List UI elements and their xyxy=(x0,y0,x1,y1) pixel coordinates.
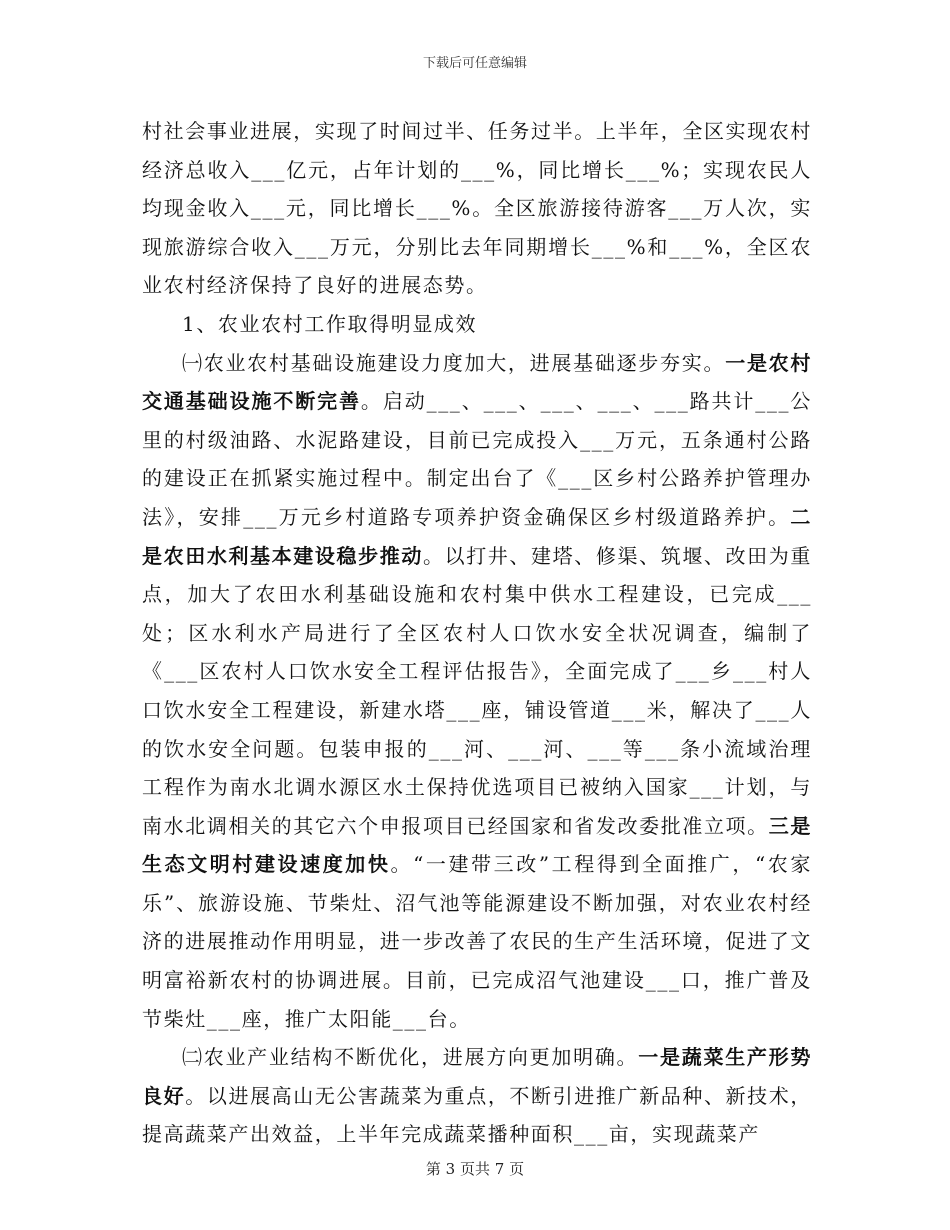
highlight-irrigation: 二是农田水利基本建设稳步推动 xyxy=(142,504,812,568)
highlight-transport: 一是农村交通基础设施不断完善 xyxy=(142,350,813,414)
paragraph-1: 村社会事业进展，实现了时间过半、任务过半。上半年，全区实现农村经济总收入___亿元，占年计划的___%，同比增长___%；实现农民人均现金收入___元，同比增长___%。全区旅游接待游客___万人次，实现旅游综合收入___万元，分别比去年同期增长___%和___%，全区农业农村经济保持了良好的进展态势。 xyxy=(142,119,812,298)
paragraph-2-transport-text: 。启动___、___、___、___、___路共计___公里的村级油路、水泥路建设，目前已完成投入___万元，五条通村公路的建设正在抓紧实施过程中。制定出台了《___区乡村公路养护管理办法》，安排___万元乡村道路专项养护资金确保区乡村级道路养护。 xyxy=(142,389,812,529)
highlight-eco-village: 三是生态文明村建设速度加快 xyxy=(142,813,812,877)
page-footer: 第 3 页共 7 页 xyxy=(425,1160,525,1178)
paragraph-2-irrigation-text: 。以打井、建塔、修渠、筑堰、改田为重点，加大了农田水利基础设施和农村集中供水工程建设，已完成___处；区水利水产局进行了全区农村人口饮水安全状况调查，编制了《___区农村人口饮水安全工程评估报告》，全面完成了___乡___村人口饮水安全工程建设，新建水塔___座，铺设管道___米，解决了___人的饮水安全问题。包装申报的___河、___河、___等___条小流域治理工程作为南水北调水源区水土保持优选项目已被纳入国家___计划，与南水北调相关的其它六个申报项目已经国家和省发改委批准立项。 xyxy=(142,543,812,838)
paragraph-2-eco-text: 。“一建带三改”工程得到全面推广，“农家乐”、旅游设施、节柴灶、沼气池等能源建设不断加强，对农业农村经济的进展推动作用明显，进一步改善了农民的生产生活环境，促进了文明富裕新农村的协调进展。目前，已完成沼气池建设___口，推广普及节柴灶___座，推广太阳能___台。 xyxy=(142,852,812,1031)
document-body xyxy=(142,112,812,1154)
highlight-vegetables: 一是蔬菜生产形势良好 xyxy=(142,1045,812,1108)
paragraph-2 xyxy=(142,344,812,1039)
paragraph-2-lead: ㈠农业农村基础设施建设力度加大，进展基础逐步夯实。 xyxy=(182,350,726,375)
page-header: 下载后可任意编辑 xyxy=(422,56,527,71)
paragraph-3-lead: ㈡农业产业结构不断优化，进展方向更加明确。 xyxy=(182,1045,639,1070)
paragraph-3-vegetable-text: 。以进展高山无公害蔬菜为重点，不断引进推广新品种、新技术，提高蔬菜产出效益，上半年完成蔬菜播种面积___亩，实现蔬菜产 xyxy=(142,1083,812,1147)
paragraph-3 xyxy=(142,1038,812,1154)
section-heading: 1、农业农村工作取得明显成效 xyxy=(182,311,478,336)
